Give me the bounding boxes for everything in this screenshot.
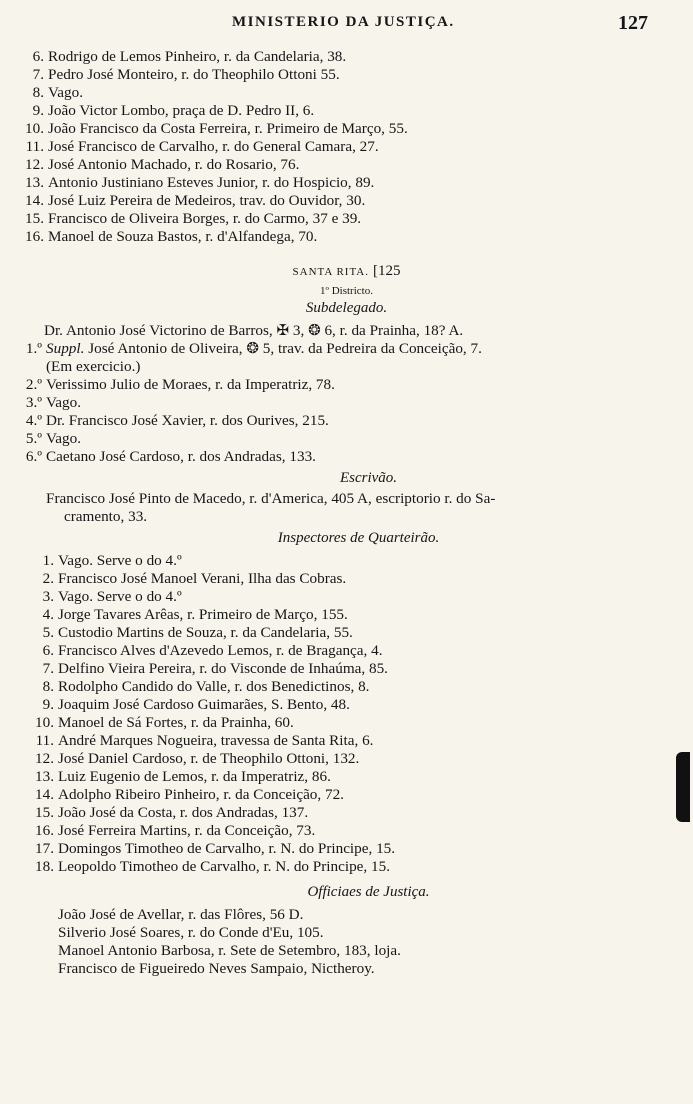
section-code: [125 <box>372 263 401 279</box>
list-item: 10. Manoel de Sá Fortes, r. da Prainha, 60. <box>35 714 294 731</box>
list-item: 2. Francisco José Manoel Verani, Ilha das Cobras. <box>42 570 347 587</box>
list-item: Francisco de Figueiredo Neves Sampaio, Nictheroy. <box>58 960 375 977</box>
escrivao-entry-cont: cramento, 33. <box>64 508 148 525</box>
section-title <box>0 262 693 280</box>
list-item: 14. Adolpho Ribeiro Pinheiro, r. da Conceição, 72. <box>35 786 344 803</box>
list-item: 13. Antonio Justiniano Esteves Junior, r. do Hospicio, 89. <box>25 174 375 191</box>
list-item: 12. José Daniel Cardoso, r. de Theophilo Ottoni, 132. <box>35 750 360 767</box>
list-item: 11. José Francisco de Carvalho, r. do General Camara, 27. <box>25 138 379 155</box>
list-item: 11. André Marques Nogueira, travessa de Santa Rita, 6. <box>35 732 374 749</box>
list-item: 8. Vago. <box>32 84 84 101</box>
subdelegado-heading: Subdelegado. <box>305 300 388 316</box>
subdelegado-entry: Dr. Antonio José Victorino de Barros, ✠ 3, ❂ 6, r. da Prainha, 18? A. <box>44 322 464 339</box>
list-item: 17. Domingos Timotheo de Carvalho, r. N. do Principe, 15. <box>35 840 396 857</box>
list-item: 9. João Victor Lombo, praça de D. Pedro II, 6. <box>32 102 315 119</box>
list-item: 16. Manoel de Souza Bastos, r. d'Alfandega, 70. <box>25 228 318 245</box>
page-edge-mark <box>676 752 690 822</box>
list-item: 5.º Vago. <box>25 430 82 447</box>
suppl-entry: 1.º Suppl. José Antonio de Oliveira, ❂ 5, trav. da Pedreira da Conceição, 7. <box>25 340 482 357</box>
list-item: 16. José Ferreira Martins, r. da Conceição, 73. <box>35 822 316 839</box>
seal-icon: ❂ <box>308 323 321 339</box>
list-item: 15. João José da Costa, r. dos Andradas, 137. <box>35 804 309 821</box>
list-item: 10. João Francisco da Costa Ferreira, r. Primeiro de Março, 55. <box>25 120 408 137</box>
list-item: 6. Francisco Alves d'Azevedo Lemos, r. de Bragança, 4. <box>42 642 383 659</box>
seal-icon: ❂ <box>246 341 259 357</box>
page-number: 127 <box>618 12 648 34</box>
list-item: 13. Luiz Eugenio de Lemos, r. da Imperatriz, 86. <box>35 768 331 785</box>
list-item: Manoel Antonio Barbosa, r. Sete de Setembro, 183, loja. <box>58 942 401 959</box>
list-item: João José de Avellar, r. das Flôres, 56 D. <box>58 906 304 923</box>
list-item: 4. Jorge Tavares Arêas, r. Primeiro de Março, 155. <box>42 606 348 623</box>
list-item: 12. José Antonio Machado, r. do Rosario, 76. <box>25 156 300 173</box>
list-item: 6.º Caetano José Cardoso, r. dos Andradas, 133. <box>25 448 316 465</box>
list-item: Silverio José Soares, r. do Conde d'Eu, 105. <box>58 924 324 941</box>
list-item: 7. Delfino Vieira Pereira, r. do Visconde de Inhaúma, 85. <box>42 660 388 677</box>
header-title: MINISTERIO DA JUSTIÇA. <box>232 14 455 30</box>
list-item: 9. Joaquim José Cardoso Guimarães, S. Bento, 48. <box>42 696 350 713</box>
list-item: 3. Vago. Serve o do 4.º <box>42 588 182 605</box>
list-item: 3.º Vago. <box>25 394 82 411</box>
list-item: 4.º Dr. Francisco José Xavier, r. dos Ourives, 215. <box>25 412 329 429</box>
running-header <box>0 14 693 40</box>
officiaes-heading: Officiaes de Justiça. <box>307 884 430 900</box>
list-item: 2.º Verissimo Julio de Moraes, r. da Imperatriz, 78. <box>25 376 335 393</box>
list-item: 6. Rodrigo de Lemos Pinheiro, r. da Candelaria, 38. <box>32 48 347 65</box>
suppl-note: (Em exercicio.) <box>46 358 141 375</box>
section-name: SANTA RITA. <box>292 266 369 278</box>
list-item: 8. Rodolpho Candido do Valle, r. dos Benedictinos, 8. <box>42 678 370 695</box>
list-item: 14. José Luiz Pereira de Medeiros, trav. do Ouvidor, 30. <box>25 192 366 209</box>
escrivao-heading: Escrivão. <box>339 470 398 486</box>
suppl-label: Suppl. <box>46 340 85 357</box>
inspectores-heading: Inspectores de Quarteirão. <box>277 530 440 546</box>
list-item: 1. Vago. Serve o do 4.º <box>42 552 182 569</box>
list-item: 18. Leopoldo Timotheo de Carvalho, r. N. do Principe, 15. <box>35 858 390 875</box>
district-label: 1º Districto. <box>320 285 373 297</box>
list-item: 7. Pedro José Monteiro, r. do Theophilo Ottoni 55. <box>32 66 340 83</box>
escrivao-entry: Francisco José Pinto de Macedo, r. d'America, 405 A, escriptorio r. do Sa- <box>46 490 496 507</box>
list-item: 15. Francisco de Oliveira Borges, r. do Carmo, 37 e 39. <box>25 210 362 227</box>
list-item: 5. Custodio Martins de Souza, r. da Candelaria, 55. <box>42 624 353 641</box>
cross-icon: ✠ <box>276 323 290 339</box>
